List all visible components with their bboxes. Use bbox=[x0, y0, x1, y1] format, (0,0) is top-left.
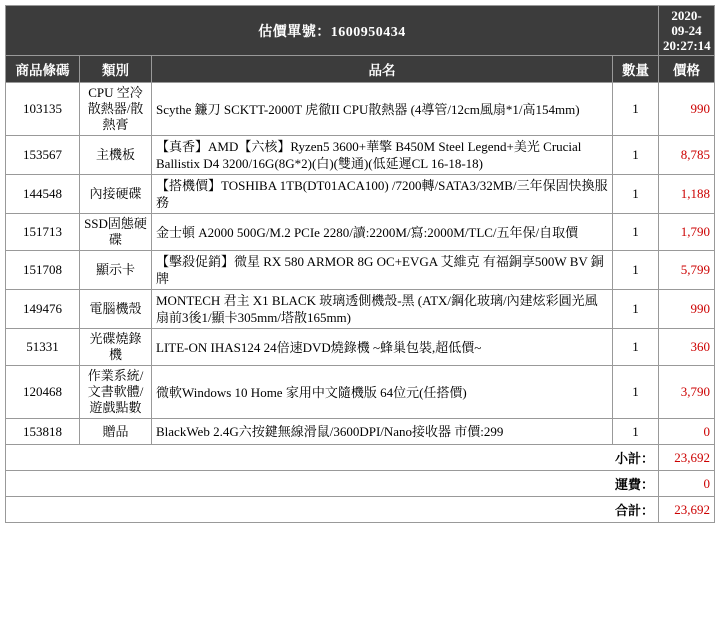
table-row bbox=[6, 136, 715, 175]
quote-number-title: 估價單號：1600950434 bbox=[6, 6, 659, 56]
item-name: 【真香】AMD【六核】Ryzen5 3600+華擎 B450M Steel Legend+美光 Crucial Ballistix D4 3200/16G(8G*2)(白)(雙通)(低延遲CL 16-18-18) bbox=[152, 136, 613, 175]
item-code: 51331 bbox=[6, 329, 80, 366]
item-category: 顯示卡 bbox=[80, 251, 152, 290]
total-label: 合計： bbox=[6, 497, 659, 523]
table-row bbox=[6, 214, 715, 251]
item-code: 103135 bbox=[6, 83, 80, 136]
item-code: 120468 bbox=[6, 366, 80, 419]
item-category: SSD固態硬碟 bbox=[80, 214, 152, 251]
item-name: 金士頓 A2000 500G/M.2 PCIe 2280/讀:2200M/寫:2000M/TLC/五年保/自取價 bbox=[152, 214, 613, 251]
table-row bbox=[6, 175, 715, 214]
item-qty: 1 bbox=[613, 136, 659, 175]
summary-row-subtotal bbox=[6, 445, 715, 471]
item-qty: 1 bbox=[613, 366, 659, 419]
item-qty: 1 bbox=[613, 329, 659, 366]
table-row bbox=[6, 329, 715, 366]
item-qty: 1 bbox=[613, 419, 659, 445]
item-code: 149476 bbox=[6, 290, 80, 329]
item-price: 0 bbox=[659, 419, 715, 445]
item-price: 3,790 bbox=[659, 366, 715, 419]
item-code: 151708 bbox=[6, 251, 80, 290]
quote-header-row bbox=[6, 6, 715, 56]
item-name: Scythe 鐮刀 SCKTT-2000T 虎徹II CPU散熱器 (4導管/12cm風扇*1/高154mm) bbox=[152, 83, 613, 136]
quote-date: 2020-09-24 bbox=[671, 8, 702, 38]
quote-table-body bbox=[6, 6, 715, 523]
quote-datetime bbox=[659, 6, 715, 56]
shipping-value: 0 bbox=[659, 471, 715, 497]
column-header-price: 價格 bbox=[659, 56, 715, 83]
item-category: 作業系統/文書軟體/遊戲點數 bbox=[80, 366, 152, 419]
item-qty: 1 bbox=[613, 251, 659, 290]
item-name: 【擊殺促銷】微星 RX 580 ARMOR 8G OC+EVGA 艾維克 有福銅享500W BV 銅牌 bbox=[152, 251, 613, 290]
item-category: 主機板 bbox=[80, 136, 152, 175]
column-header-row bbox=[6, 56, 715, 83]
item-qty: 1 bbox=[613, 290, 659, 329]
item-price: 1,790 bbox=[659, 214, 715, 251]
item-price: 8,785 bbox=[659, 136, 715, 175]
item-name: 【搭機價】TOSHIBA 1TB(DT01ACA100) /7200轉/SATA3/32MB/三年保固快換服務 bbox=[152, 175, 613, 214]
item-category: 內接硬碟 bbox=[80, 175, 152, 214]
table-row bbox=[6, 366, 715, 419]
item-name: LITE-ON IHAS124 24倍速DVD燒錄機 ~蜂巢包裝,超低價~ bbox=[152, 329, 613, 366]
item-price: 360 bbox=[659, 329, 715, 366]
item-category: 光碟燒錄機 bbox=[80, 329, 152, 366]
item-category: 贈品 bbox=[80, 419, 152, 445]
item-name: BlackWeb 2.4G六按鍵無線滑鼠/3600DPI/Nano接收器 市價:299 bbox=[152, 419, 613, 445]
column-header-category: 類別 bbox=[80, 56, 152, 83]
subtotal-label: 小計： bbox=[6, 445, 659, 471]
quote-table bbox=[5, 5, 715, 523]
item-price: 5,799 bbox=[659, 251, 715, 290]
quote-time: 20:27:14 bbox=[663, 38, 711, 53]
shipping-label: 運費： bbox=[6, 471, 659, 497]
summary-row-total bbox=[6, 497, 715, 523]
item-code: 151713 bbox=[6, 214, 80, 251]
item-code: 153567 bbox=[6, 136, 80, 175]
column-header-qty: 數量 bbox=[613, 56, 659, 83]
column-header-name: 品名 bbox=[152, 56, 613, 83]
table-row bbox=[6, 83, 715, 136]
summary-row-shipping bbox=[6, 471, 715, 497]
column-header-code: 商品條碼 bbox=[6, 56, 80, 83]
item-category: CPU 空冷散熱器/散熱膏 bbox=[80, 83, 152, 136]
table-row bbox=[6, 290, 715, 329]
table-row bbox=[6, 251, 715, 290]
item-qty: 1 bbox=[613, 214, 659, 251]
subtotal-value: 23,692 bbox=[659, 445, 715, 471]
item-price: 1,188 bbox=[659, 175, 715, 214]
item-name: 微軟Windows 10 Home 家用中文隨機版 64位元(任搭價) bbox=[152, 366, 613, 419]
item-category: 電腦機殼 bbox=[80, 290, 152, 329]
item-price: 990 bbox=[659, 83, 715, 136]
item-price: 990 bbox=[659, 290, 715, 329]
item-code: 153818 bbox=[6, 419, 80, 445]
item-qty: 1 bbox=[613, 83, 659, 136]
item-name: MONTECH 君主 X1 BLACK 玻璃透側機殼-黑 (ATX/鋼化玻璃/內建炫彩圓光風扇前3後1/顯卡305mm/塔散165mm) bbox=[152, 290, 613, 329]
total-value: 23,692 bbox=[659, 497, 715, 523]
table-row bbox=[6, 419, 715, 445]
item-qty: 1 bbox=[613, 175, 659, 214]
item-code: 144548 bbox=[6, 175, 80, 214]
quote-document bbox=[5, 5, 715, 523]
